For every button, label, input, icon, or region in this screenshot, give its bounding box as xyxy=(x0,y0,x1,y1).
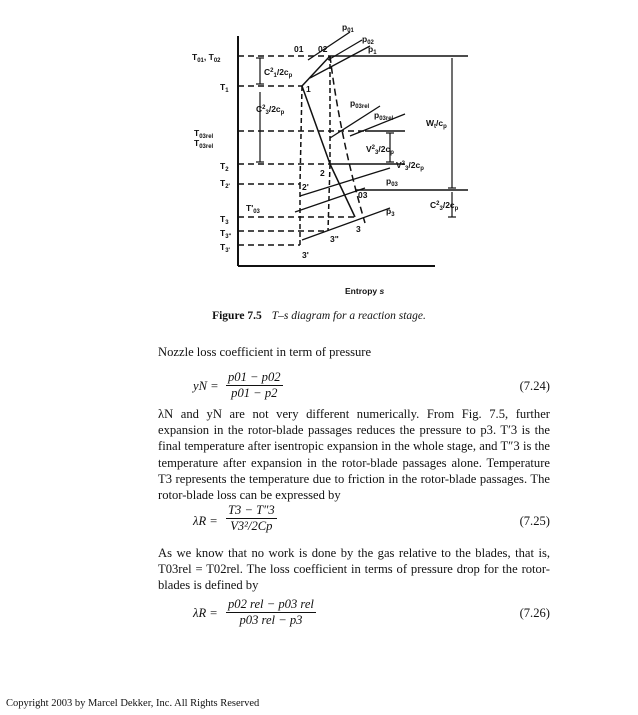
eq2-numerator: T3 − T″3 xyxy=(228,503,275,517)
label-wt-cp: $W_t/c_p$ xyxy=(426,118,447,130)
eq3-number: (7.26) xyxy=(519,606,550,620)
label-02: 02 xyxy=(318,44,328,54)
ylabel-t2p: $T_{2'}$ xyxy=(220,178,230,190)
eq2-denominator: V3²/2Cp xyxy=(230,519,273,533)
ylabel-t03p: $T'_{03}$ xyxy=(246,203,260,215)
label-p01: $p_{01}$ xyxy=(342,22,354,34)
eq3-denominator: p03 rel − p3 xyxy=(239,613,303,627)
equation-7-24 xyxy=(158,370,550,404)
ylabel-t3pp: $T_{3"}$ xyxy=(220,228,232,240)
ylabel-t03rel: $T_{03rel}$ xyxy=(194,128,214,140)
paragraph-rotor: λN and yN are not very different numerically. From Fig. 7.5, further expansion in the rotor-blade passages reduces the pressure to p3. T′3 is the final temperature after isentropic expansion in the whole stage, and T″3 is the temperature after expansion in the rotor-blade passages alone. Temperature T3 represents the temperature due to friction in the rotor-blade passages. The rotor-blade loss can be expressed by xyxy=(158,407,550,503)
eq1-numerator: p01 − p02 xyxy=(228,370,281,384)
label-p03rel-a: $p_{03rel}$ xyxy=(350,98,370,110)
label-c3-2cp-right: $C^2_3/2c_p$ xyxy=(430,200,459,212)
ylabel-t3p: $T_{3'}$ xyxy=(220,242,230,254)
figure-number: Figure 7.5 xyxy=(212,310,262,322)
figure-caption xyxy=(0,310,638,322)
label-p03: $p_{03}$ xyxy=(386,176,398,188)
point-2: 2 xyxy=(320,168,325,178)
paragraph-intro: Nozzle loss coefficient in term of pressure xyxy=(158,345,372,359)
ylabel-t01: $T_{01}$, $T_{02}$ xyxy=(192,52,221,64)
eq1-lhs: yN = xyxy=(193,379,219,393)
eq1-denominator: p01 − p2 xyxy=(231,386,278,400)
label-p1: $p_1$ xyxy=(368,44,377,56)
label-v3-2cp: $V^2_3/2c_p$ xyxy=(366,144,394,156)
ylabel-t2: $T_2$ xyxy=(220,161,229,173)
point-3: 3 xyxy=(356,224,361,234)
point-3pp: 3" xyxy=(330,234,339,244)
equation-7-25 xyxy=(158,503,550,541)
x-axis-label: Entropy s xyxy=(345,286,385,296)
label-03: 03 xyxy=(358,190,368,200)
figure-caption-text: T–s diagram for a reaction stage. xyxy=(271,310,426,322)
ylabel-t03rel2: $T_{03rel}$ xyxy=(194,138,214,150)
label-p02: $p_{02}$ xyxy=(362,34,374,46)
label-c3-2cp-left: $C^2_3/2c_p$ xyxy=(256,104,285,116)
label-01: 01 xyxy=(294,44,304,54)
point-1: 1 xyxy=(306,84,311,94)
eq1-fraction xyxy=(226,370,283,401)
point-2p: 2' xyxy=(302,182,309,192)
eq3-fraction xyxy=(226,597,316,628)
copyright-notice: Copyright 2003 by Marcel Dekker, Inc. All Rights Reserved xyxy=(6,698,260,709)
eq3-numerator: p02 rel − p03 rel xyxy=(228,597,314,611)
eq2-lhs: λR = xyxy=(193,514,218,528)
ylabel-t1: $T_1$ xyxy=(220,82,229,94)
paragraph-work: As we know that no work is done by the gas relative to the blades, that is, T03rel = T02rel. The loss coefficient in terms of pressure drop for the rotor-blades is defined by xyxy=(158,546,550,593)
eq1-number: (7.24) xyxy=(519,379,550,393)
label-p03rel-b: $p_{03rel}$ xyxy=(374,110,394,122)
eq2-fraction xyxy=(226,503,277,534)
label-v3-2cp-b: $V^2_3/2c_p$ xyxy=(396,160,424,172)
label-c1-2cp: $C^2_1/2c_p$ xyxy=(264,67,293,79)
eq3-lhs: λR = xyxy=(193,606,218,620)
eq2-number: (7.25) xyxy=(519,514,550,528)
ts-diagram xyxy=(190,18,480,303)
point-3p: 3' xyxy=(302,250,309,260)
equation-7-26 xyxy=(158,597,550,631)
label-p3: $p_3$ xyxy=(386,206,395,218)
ylabel-t3: $T_3$ xyxy=(220,214,229,226)
